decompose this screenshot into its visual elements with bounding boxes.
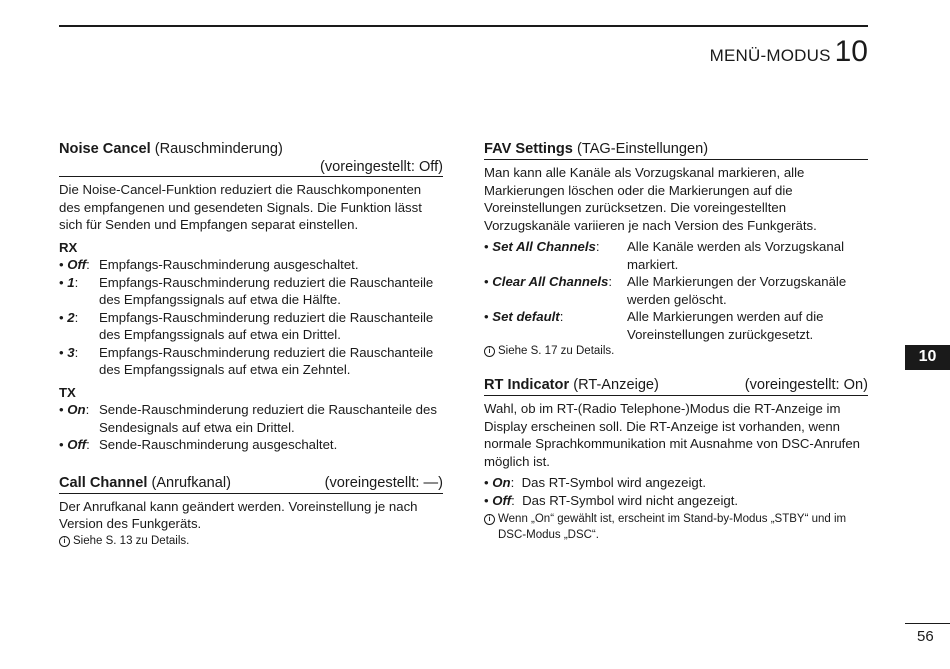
tx-item-on: • On: Sende-Rauschminderung reduziert die Rauschanteile des Sendesignals auf etwa ein Drittel. [59, 402, 437, 435]
rx-item-3-text: Empfangs-Rauschminderung reduziert die Rauschanteile des Empfangssignals auf etwa ein Zehntel. [99, 344, 434, 377]
rt-indicator-note-text: Wenn „On“ gewählt ist, erscheint im Stand-by-Modus „STBY“ und im DSC-Modus „DSC“. [498, 513, 847, 541]
fav-item-clear-all: • Clear All Channels: Alle Markierungen der Vorzugskanäle werden gelöscht. [484, 274, 847, 307]
fav-settings-title-paren: (TAG-Einstellungen) [577, 141, 709, 157]
fav-settings-note [484, 343, 868, 359]
rt-indicator-title: RT Indicator [484, 377, 570, 393]
rx-item-1-text: Empfangs-Rauschminderung reduziert die Rauschanteile des Empfangssignals auf etwa die Hälfte. [99, 274, 434, 307]
rt-item-off: • Off: Das RT-Symbol wird nicht angezeigt. [484, 492, 739, 508]
tx-item-off-text: Sende-Rauschminderung ausgeschaltet. [99, 437, 338, 452]
info-icon: i [59, 536, 70, 547]
noise-cancel-body: Die Noise-Cancel-Funktion reduziert die Rauschkomponenten des empfangenen und gesendeten Signals. Die Funktion lässt sich für Senden und Empfangen separat einstellen. [59, 182, 422, 232]
chapter-title: MENÜ-MODUS [709, 46, 831, 65]
call-channel-heading [59, 474, 443, 494]
rx-item-1: • 1: Empfangs-Rauschminderung reduziert die Rauschanteile des Empfangssignals auf etwa die Hälfte. [59, 274, 434, 307]
side-tab-rule [905, 369, 950, 370]
fav-settings-body: Man kann alle Kanäle als Vorzugskanal markieren, alle Markierungen löschen oder die Markierungen auf die Voreinstellungen zurücksetzen. Die voreingestellten Vorzugskanäle variieren je nach Version des Funkgeräts. [484, 165, 817, 233]
noise-cancel-title: Noise Cancel [59, 141, 151, 157]
rt-indicator-note [484, 511, 868, 543]
left-column [59, 140, 443, 549]
rx-label: RX [59, 239, 78, 255]
page-number-rule [905, 623, 950, 624]
rt-item-on: • On: Das RT-Symbol wird angezeigt. [484, 475, 707, 490]
rx-item-2-text: Empfangs-Rauschminderung reduziert die Rauschanteile des Empfangssignals auf etwa ein Drittel. [99, 309, 434, 342]
fav-item-clear-all-text: Alle Markierungen der Vorzugskanäle werden gelöscht. [627, 274, 847, 307]
rt-indicator-body: Wahl, ob im RT-(Radio Telephone-)Modus die RT-Anzeige im Display erscheinen soll. Die RT-Anzeige ist vorhanden, wenn normale Sprachkommunikation mit Ausnahme von DSC-Anrufen möglich ist. [484, 401, 861, 469]
noise-cancel-default: (voreingestellt: Off) [319, 159, 443, 175]
chapter-heading [710, 35, 868, 69]
chapter-side-tab: 10 [905, 345, 950, 369]
rx-item-3: • 3: Empfangs-Rauschminderung reduziert die Rauschanteile des Empfangssignals auf etwa ein Zehntel. [59, 344, 434, 377]
rt-indicator-default: (voreingestellt: On) [744, 377, 868, 393]
tx-item-off: • Off: Sende-Rauschminderung ausgeschaltet. [59, 437, 338, 452]
info-icon: i [484, 514, 495, 525]
noise-cancel-title-paren: (Rauschminderung) [154, 141, 283, 157]
right-column [484, 140, 868, 543]
fav-settings-title: FAV Settings [484, 141, 573, 157]
fav-settings-heading [484, 140, 868, 160]
fav-settings-note-text: Siehe S. 17 zu Details. [498, 345, 615, 357]
info-icon: i [484, 346, 495, 357]
rx-item-2: • 2: Empfangs-Rauschminderung reduziert die Rauschanteile des Empfangssignals auf etwa ein Drittel. [59, 309, 434, 342]
call-channel-body: Der Anrufkanal kann geändert werden. Voreinstellung je nach Version des Funkgeräts. [59, 498, 418, 531]
page-number: 56 [917, 628, 934, 645]
call-channel-note-text: Siehe S. 13 zu Details. [73, 534, 190, 547]
tx-item-on-text: Sende-Rauschminderung reduziert die Rauschanteile des Sendesignals auf etwa ein Drittel. [99, 402, 437, 435]
call-channel-default: (voreingestellt: —) [324, 474, 443, 491]
noise-cancel-heading [59, 140, 443, 158]
fav-item-set-default-text: Alle Markierungen werden auf die Voreinstellungen zurückgesetzt. [627, 309, 824, 342]
header-rule [59, 25, 868, 27]
noise-cancel-default-row [59, 158, 443, 177]
rt-item-off-text: Das RT-Symbol wird nicht angezeigt. [522, 492, 739, 508]
fav-item-set-all: • Set All Channels: Alle Kanäle werden als Vorzugskanal markiert. [484, 239, 844, 272]
call-channel-title: Call Channel [59, 474, 148, 491]
rt-item-on-text: Das RT-Symbol wird angezeigt. [521, 475, 707, 490]
rx-item-off-text: Empfangs-Rauschminderung ausgeschaltet. [99, 257, 359, 272]
fav-item-set-all-text: Alle Kanäle werden als Vorzugskanal markiert. [627, 239, 844, 272]
tx-label: TX [59, 384, 76, 400]
call-channel-title-paren: (Anrufkanal) [151, 474, 231, 491]
rx-item-off: • Off: Empfangs-Rauschminderung ausgeschaltet. [59, 257, 359, 272]
fav-item-set-default: • Set default: Alle Markierungen werden auf die Voreinstellungen zurückgesetzt. [484, 309, 824, 342]
call-channel-note [59, 533, 443, 549]
rt-indicator-heading [484, 376, 868, 396]
chapter-number: 10 [834, 35, 868, 68]
rt-indicator-title-paren: (RT-Anzeige) [573, 377, 659, 393]
